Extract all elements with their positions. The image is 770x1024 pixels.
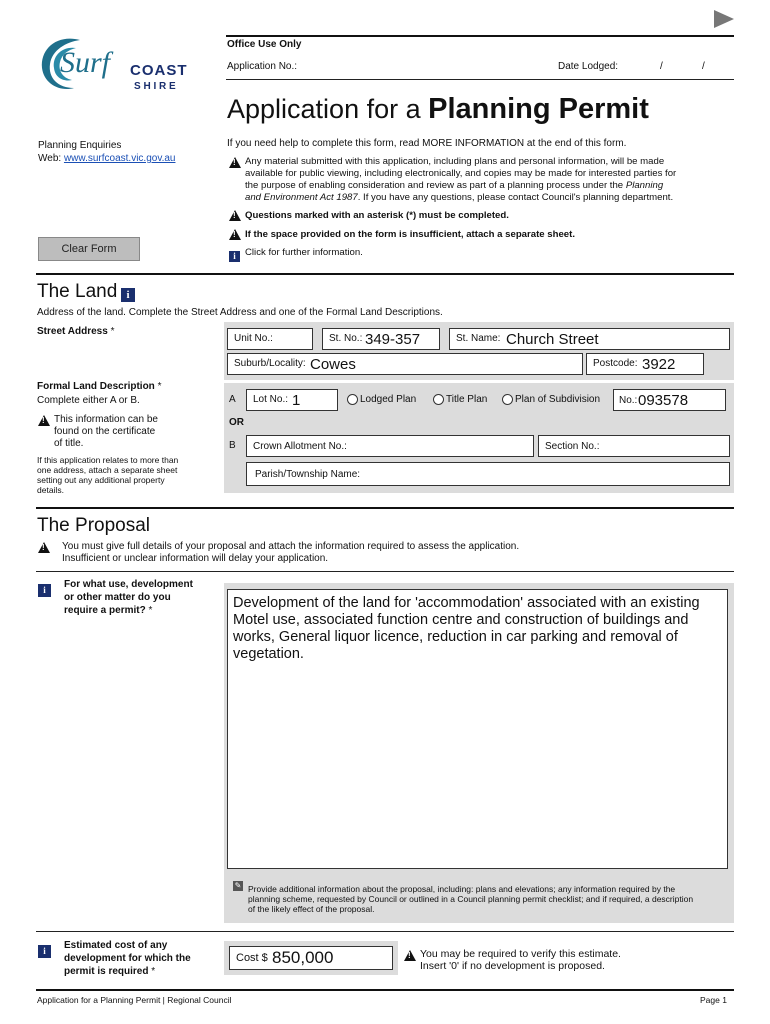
use-info-icon[interactable]: i [38, 580, 51, 598]
proposal-description-field[interactable] [227, 589, 728, 869]
page-title [227, 93, 649, 126]
land-subtitle: Address of the land. Complete the Street Address and one of the Formal Land Descriptions. [37, 307, 443, 318]
title-light: Application for a [227, 94, 421, 124]
cost-value: 850,000 [272, 948, 334, 967]
postcode-field[interactable]: Postcode: 3922 [586, 353, 704, 375]
section-no-field[interactable]: Section No.: [538, 435, 730, 457]
office-use-label: Office Use Only [227, 39, 302, 50]
cost-question: Estimated cost of any development for which the permit is required * [64, 940, 191, 977]
edit-icon: ✎ [234, 881, 242, 890]
privacy-line: available for public viewing, including electronically, and copies may be made for interested parties for [245, 168, 677, 179]
asterisk-note: Questions marked with an asterisk (*) must be completed. [245, 210, 509, 221]
next-page-icon[interactable] [714, 10, 734, 28]
application-no-label: Application No.: [227, 61, 298, 72]
unit-no-field[interactable]: Unit No.: [227, 328, 313, 350]
web-label: Web: [38, 153, 62, 164]
title-plan-radio[interactable]: Title Plan [433, 394, 487, 405]
street-name-field[interactable]: St. Name: Church Street [449, 328, 730, 350]
lot-no-field[interactable]: Lot No.: 1 [246, 389, 338, 411]
certificate-note: This information can be found on the certificate of title. [54, 414, 158, 449]
plan-no-field[interactable]: No.: 093578 [613, 389, 726, 411]
logo-coast-text: COAST [130, 62, 188, 79]
warning-icon [229, 207, 241, 225]
privacy-line: the purpose of enabling consideration and review as part of a planning process under the Planning [245, 180, 664, 191]
formal-land-label: Formal Land Description * [37, 381, 162, 392]
postcode-value: 3922 [642, 356, 676, 373]
privacy-line: Any material submitted with this application, including plans and personal information, will be made [245, 156, 665, 167]
footer-title: Application for a Planning Permit | Regional Council [37, 995, 232, 1005]
warning-icon [38, 539, 50, 557]
land-section-title: The Land [37, 281, 118, 302]
warning-icon [404, 947, 416, 965]
date-separator: / [660, 61, 663, 72]
planning-enquiries-label: Planning Enquiries [38, 140, 122, 151]
clear-form-button[interactable]: Clear Form [38, 237, 140, 261]
warning-icon [38, 412, 50, 430]
date-lodged-label: Date Lodged: [558, 61, 619, 72]
website-link[interactable]: www.surfcoast.vic.gov.au [63, 153, 176, 164]
suburb-field[interactable]: Suburb/Locality: Cowes [227, 353, 583, 375]
plan-of-subdivision-radio[interactable]: Plan of Subdivision [502, 394, 600, 405]
lodged-plan-radio[interactable]: Lodged Plan [347, 394, 416, 405]
street-no-field[interactable]: St. No.: 349-357 [322, 328, 440, 350]
privacy-line: and Environment Act 1987. If you have any questions, please contact Council's planning department. [245, 192, 674, 203]
crown-allotment-field[interactable]: Crown Allotment No.: [246, 435, 534, 457]
logo-surf-text: Surf [60, 46, 111, 79]
option-b-label: B [229, 440, 236, 451]
title-bold: Planning Permit [428, 93, 649, 125]
click-info-text: Click for further information. [245, 247, 363, 258]
multi-address-note: If this application relates to more than one address, attach a separate sheet setting out any additional property details. [37, 455, 179, 495]
surf-coast-shire-logo [36, 34, 211, 96]
street-no-value: 349-357 [365, 331, 421, 348]
cost-info-icon[interactable]: i [38, 941, 51, 959]
proposal-section-title: The Proposal [37, 515, 151, 536]
warning-icon [229, 226, 241, 244]
or-label: OR [229, 417, 244, 428]
info-icon[interactable]: i [229, 246, 240, 264]
web-line [38, 153, 175, 165]
plan-no-value: 093578 [638, 392, 689, 409]
privacy-notice [245, 156, 676, 204]
logo-shire-text: S H I R E [134, 81, 176, 92]
verify-note: You may be required to verify this estimate. Insert '0' if no development is proposed. [420, 948, 621, 972]
street-name-value: Church Street [506, 331, 599, 348]
parish-field[interactable]: Parish/Township Name: [246, 462, 730, 486]
cost-field[interactable]: Cost $ 850,000 [229, 946, 393, 970]
warning-icon [229, 154, 241, 172]
proposal-description-value: Development of the land for 'accommodation' associated with an existing Motel use, associated function centre and construction of buildings and works, General liquor licence, reduction in car parking and removal of vegetation. [233, 595, 700, 662]
street-address-label: Street Address * [37, 326, 115, 337]
use-question: For what use, development or other matter do you require a permit? * [64, 579, 193, 616]
option-a-label: A [229, 394, 236, 405]
complete-either-text: Complete either A or B. [37, 395, 140, 406]
page-number: Page 1 [700, 995, 727, 1005]
help-text: If you need help to complete this form, read MORE INFORMATION at the end of this form. [227, 138, 627, 149]
space-note: If the space provided on the form is insufficient, attach a separate sheet. [245, 229, 576, 240]
lot-no-value: 1 [292, 392, 301, 409]
proposal-warning: You must give full details of your proposal and attach the information required to assess the application. Insufficient or unclear information will delay your application. [62, 541, 520, 564]
additional-info-note: Provide additional information about the proposal, including: plans and elevations; any information required by the planning scheme, requested by Council or outlined in a Council planning permit checklist; and if required, a description of the likely effect of the proposal. [248, 884, 694, 914]
date-separator: / [702, 61, 705, 72]
land-info-icon[interactable]: i [121, 285, 135, 303]
suburb-value: Cowes [310, 356, 356, 373]
